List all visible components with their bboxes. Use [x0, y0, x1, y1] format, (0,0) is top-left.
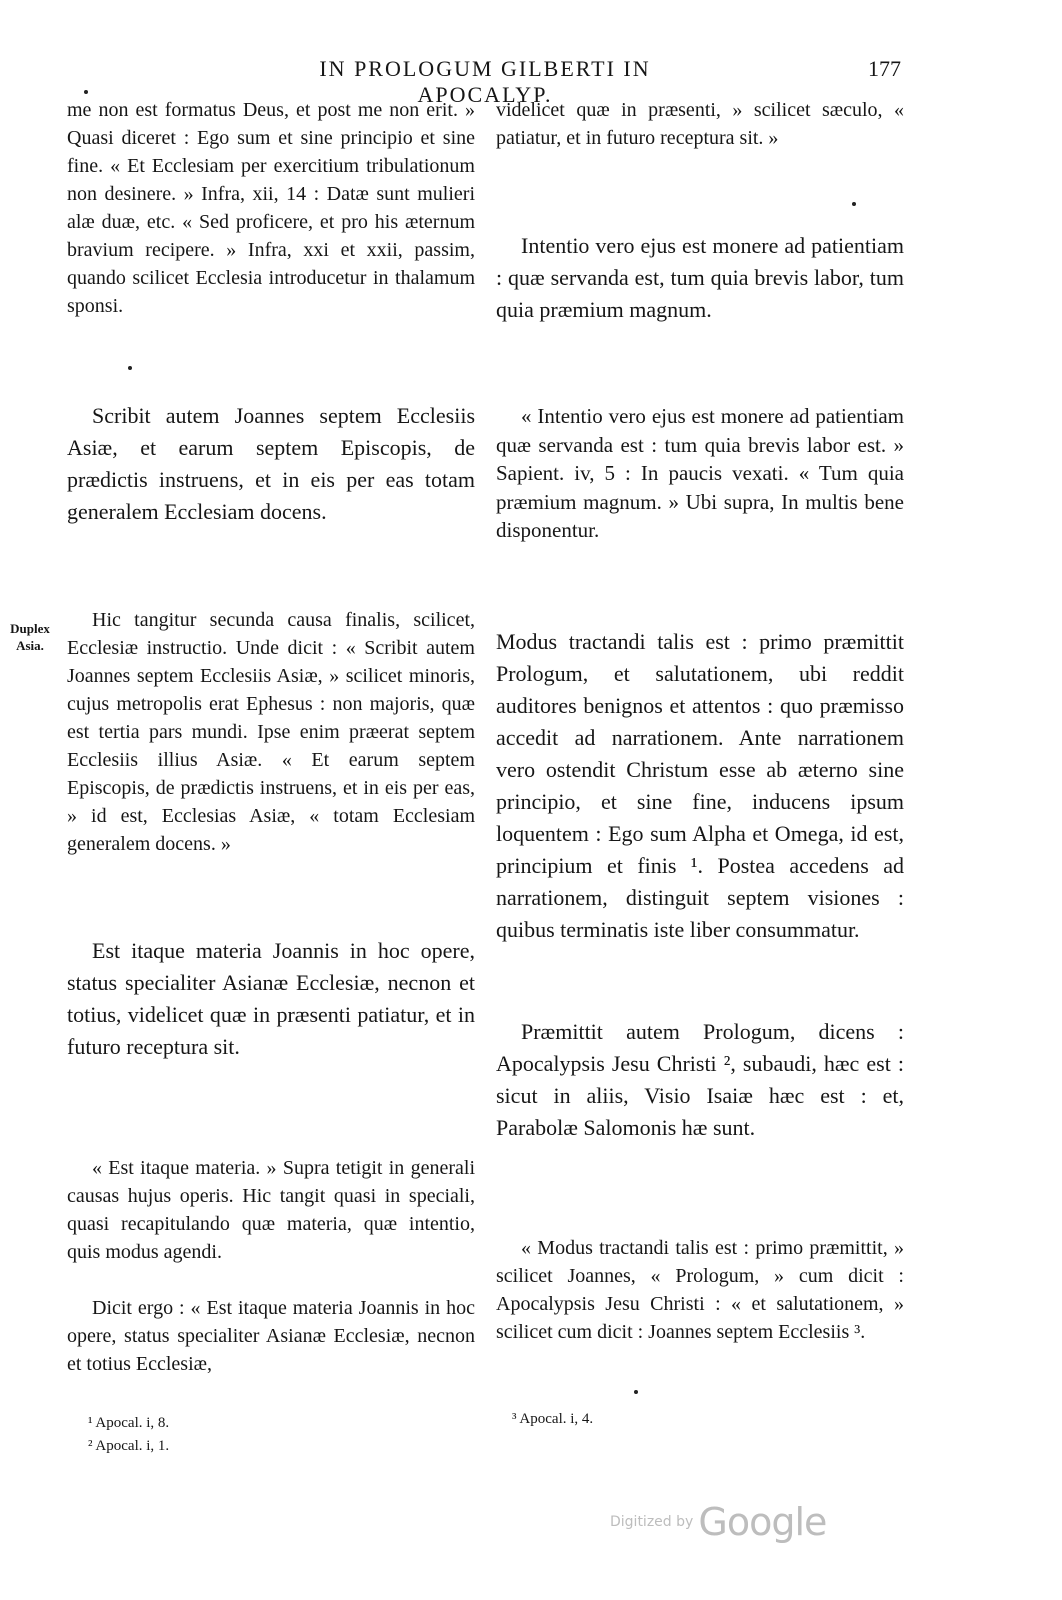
footnote-1: ¹ Apocal. i, 8.: [88, 1415, 170, 1431]
ink-dot: [634, 1390, 638, 1394]
left-paragraph-3: Hic tangitur secunda causa finalis, scilicet, Ecclesiæ instructio. Unde dicit : « Scribit autem Joannes septem Ecclesiis Asiæ, » scilicet minoris, cujus metropolis erat Ephesus : non majoris, quæ est tertia pars mundi. Ipse enim præerat septem Ecclesiis illius Asiæ. « Et earum septem Episcopis, de prædictis instruens, et in eis per eas, » id est, Ecclesias Asiæ, « totam Ecclesiam generalem docens. »: [67, 609, 475, 855]
right-paragraph-5: Præmittit autem Prologum, dicens : Apocalypsis Jesu Christi ², subaudi, hæc est : sicut in aliis, Visio Isaiæ hæc est : et, Parabolæ Salomonis hæ sunt.: [496, 1019, 904, 1140]
right-paragraph-4: Modus tractandi talis est : primo præmittit Prologum, et salutationem, ubi reddit auditores benignos et attentos : quo præmisso accedit ad narrationem. Ante narrationem vero ostendit Christum esse ab æterno sine principio, et sine fine, inducens ipsum loquentem : Ego sum Alpha et Omega, id est, principium et finis ¹. Postea accedens ad narrationem, distinguit septem visiones : quibus terminatis iste liber consummatur.: [496, 629, 904, 942]
watermark-label: Digitized by: [610, 1514, 694, 1530]
margin-note: Duplex Asia.: [10, 621, 50, 653]
left-paragraph-4: Est itaque materia Joannis in hoc opere, status specialiter Asianæ Ecclesiæ, necnon et totius, videlicet quæ in præsenti patiatur, et in futuro receptura sit.: [67, 938, 475, 1059]
right-paragraph-3: « Intentio vero ejus est monere ad patientiam quæ servanda est : tum quia brevis labor est. » Sapient. iv, 5 : In paucis vexati. « Tum quia præmium magnum. » Ubi supra, In multis bene disponentur.: [496, 404, 904, 542]
left-paragraph-2: Scribit autem Joannes septem Ecclesiis Asiæ, et earum septem Episcopis, de prædictis instruens, et in eis per eas totam generalem Ecclesiam docens.: [67, 403, 475, 524]
ink-dot: [128, 366, 132, 370]
ink-dot: [852, 202, 856, 206]
left-paragraph-6: Dicit ergo : « Est itaque materia Joannis in hoc opere, status specialiter Asianæ Ecclesiæ, necnon et totius Ecclesiæ,: [67, 1297, 475, 1375]
running-title: IN PROLOGUM GILBERTI IN APOCALYP.: [319, 56, 651, 107]
digitized-watermark: [610, 1500, 826, 1544]
footnote-3: ³ Apocal. i, 4.: [512, 1411, 594, 1427]
footnote-2: ² Apocal. i, 1.: [88, 1438, 170, 1454]
left-paragraph-5: « Est itaque materia. » Supra tetigit in generali causas hujus operis. Hic tangit quasi in speciali, quasi recapitulando quæ materia, quæ intentio, quis modus agendi.: [67, 1157, 475, 1263]
page-number: 177: [868, 56, 901, 81]
right-paragraph-2: Intentio vero ejus est monere ad patientiam : quæ servanda est, tum quia brevis labor, tum quia præmium magnum.: [496, 233, 904, 322]
left-paragraph-1: me non est formatus Deus, et post me non erit. » Quasi diceret : Ego sum et sine principio et sine fine. « Et Ecclesiam per exercitium tribulationum non desinere. » Infra, xii, 14 : Datæ sunt mulieri alæ duæ, etc. « Sed proficere, et pro his æternum bravium recipere. » Infra, xxi et xxii, passim, quando scilicet Ecclesia introducetur in thalamum sponsi.: [67, 99, 475, 317]
ink-dot: [84, 90, 88, 94]
google-logo: Google: [698, 1500, 827, 1544]
right-paragraph-1: videlicet quæ in præsenti, » scilicet sæculo, « patiatur, et in futuro receptura sit. »: [496, 99, 904, 149]
right-paragraph-6: « Modus tractandi talis est : primo præmittit, » scilicet Joannes, « Prologum, » cum dicit : Apocalypsis Jesu Christi : « et salutationem, » scilicet cum dicit : Joannes septem Ecclesiis ³.: [496, 1237, 904, 1343]
